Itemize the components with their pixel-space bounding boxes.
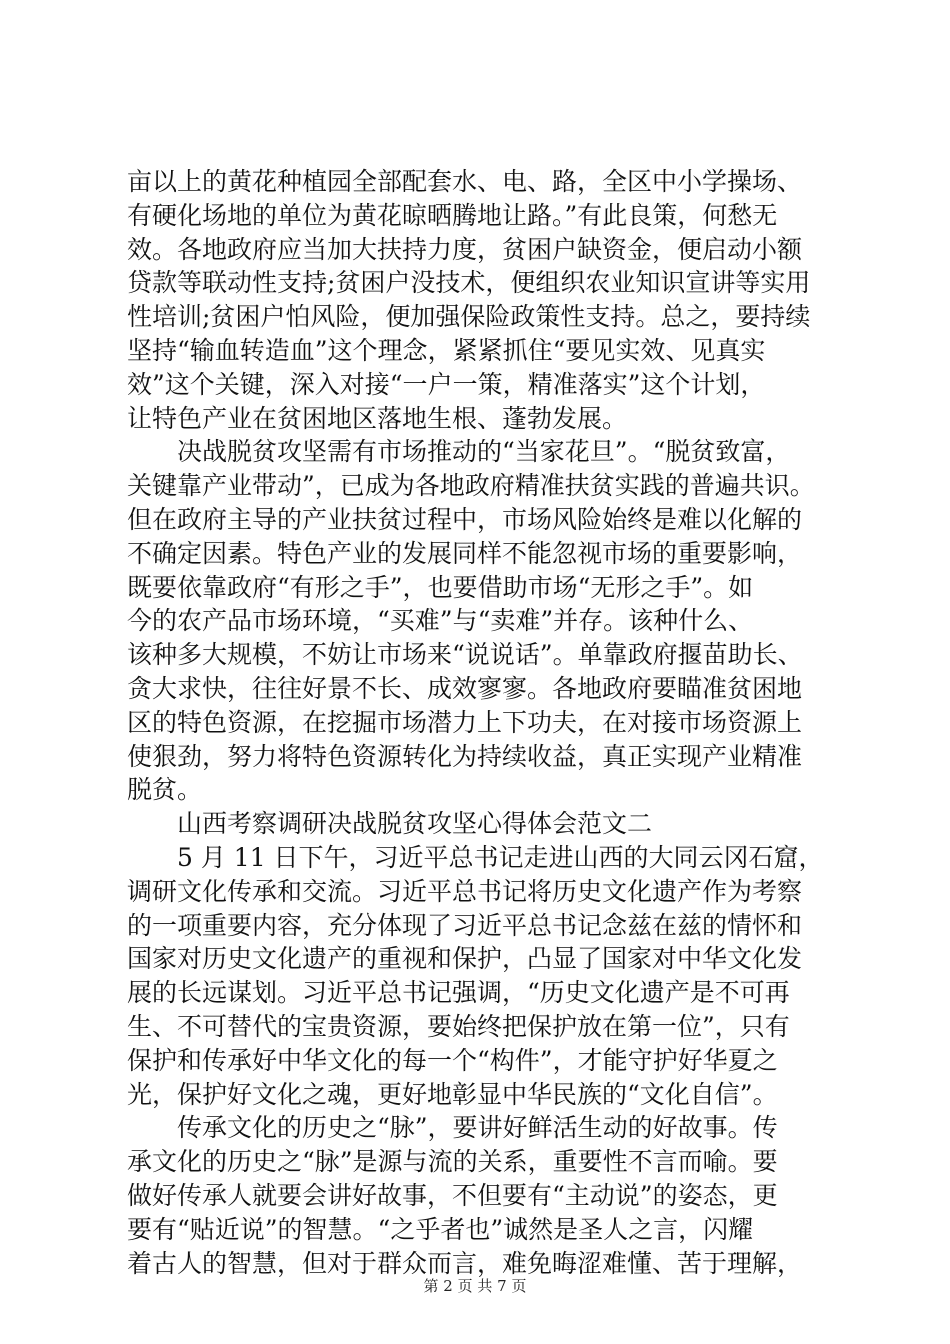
text-line: 国家对历史文化遗产的重视和保护，凸显了国家对中华文化发 [127, 944, 803, 974]
text-line: 区的特色资源，在挖掘市场潜力上下功夫，在对接市场资源上 [127, 707, 803, 737]
text-line: 5 月 11 日下午，习近平总书记走进山西的大同云冈石窟， [177, 842, 824, 872]
text-line: 不确定因素。特色产业的发展同样不能忽视市场的重要影响， [127, 538, 803, 568]
text-line: 生、不可替代的宝贵资源，要始终把保护放在第一位”，只有 [127, 1011, 790, 1041]
text-line: 贷款等联动性支持;贫困户没技术，便组织农业知识宣讲等实用 [127, 268, 811, 298]
text-line: 调研文化传承和交流。习近平总书记将历史文化遗产作为考察 [127, 876, 803, 906]
text-line: 效”这个关键，深入对接“一户一策，精准落实”这个计划， [127, 369, 766, 399]
text-line: 着古人的智慧，但对于群众而言，难免晦涩难懂、苦于理解， [127, 1248, 803, 1278]
text-line: 贪大求快，往往好景不长、成效寥寥。各地政府要瞄准贫困地 [127, 673, 803, 703]
text-line: 坚持“输血转造血”这个理念，紧紧抓住“要见实效、见真实 [127, 335, 766, 365]
text-line: 使狠劲，努力将特色资源转化为持续收益，真正实现产业精准 [127, 741, 803, 771]
text-line: 性培训;贫困户怕风险，便加强保险政策性支持。总之，要持续 [127, 302, 811, 332]
paragraph [127, 435, 835, 807]
text-line: 承文化的历史之“脉”是源与流的关系，重要性不言而喻。要 [127, 1147, 778, 1177]
text-line: 展的长远谋划。习近平总书记强调，“历史文化遗产是不可再 [127, 978, 790, 1008]
page-footer: 第 2 页 共 7 页 [423, 1277, 527, 1295]
text-line: 光，保护好文化之魂，更好地彰显中华民族的“文化自信”。 [127, 1079, 778, 1109]
text-line: 效。各地政府应当加大扶持力度，贫困户缺资金，便启动小额 [127, 234, 803, 264]
text-line: 今的农产品市场环境，“买难”与“卖难”并存。该种什么、 [127, 606, 754, 636]
text-line: 该种多大规模，不妨让市场来“说说话”。单靠政府揠苗助长、 [127, 640, 803, 670]
text-line: 亩以上的黄花种植园全部配套水、电、路，全区中小学操场、 [127, 167, 803, 196]
paragraph [127, 1111, 835, 1280]
text-line: 做好传承人就要会讲好故事，不但要有“主动说”的姿态，更 [127, 1180, 778, 1210]
text-line: 保护和传承好中华文化的每一个“构件”，才能守护好华夏之 [127, 1045, 778, 1075]
text-line: 要有“贴近说”的智慧。“之乎者也”诚然是圣人之言，闪耀 [127, 1214, 754, 1244]
paragraph [127, 165, 835, 435]
text-line: 既要依靠政府“有形之手”，也要借助市场“无形之手”。如 [127, 572, 754, 602]
paragraph [127, 807, 835, 841]
text-line: 有硬化场地的单位为黄花晾晒腾地让路。”有此良策，何愁无 [127, 200, 778, 230]
text-line: 山西考察调研决战脱贫攻坚心得体会范文二 [177, 809, 653, 839]
text-line: 的一项重要内容，充分体现了习近平总书记念兹在兹的情怀和 [127, 910, 803, 940]
text-line: 但在政府主导的产业扶贫过程中，市场风险始终是难以化解的 [127, 504, 803, 534]
paragraph [127, 841, 835, 1111]
document-body [127, 165, 835, 1280]
text-line: 决战脱贫攻坚需有市场推动的“当家花旦”。“脱贫致富， [177, 437, 791, 467]
text-line: 脱贫。 [127, 775, 203, 805]
text-line: 关键靠产业带动”，已成为各地政府精准扶贫实践的普遍共识。 [127, 471, 815, 501]
text-line: 让特色产业在贫困地区落地生根、蓬勃发展。 [127, 403, 628, 433]
text-line: 传承文化的历史之“脉”，要讲好鲜活生动的好故事。传 [177, 1113, 778, 1143]
